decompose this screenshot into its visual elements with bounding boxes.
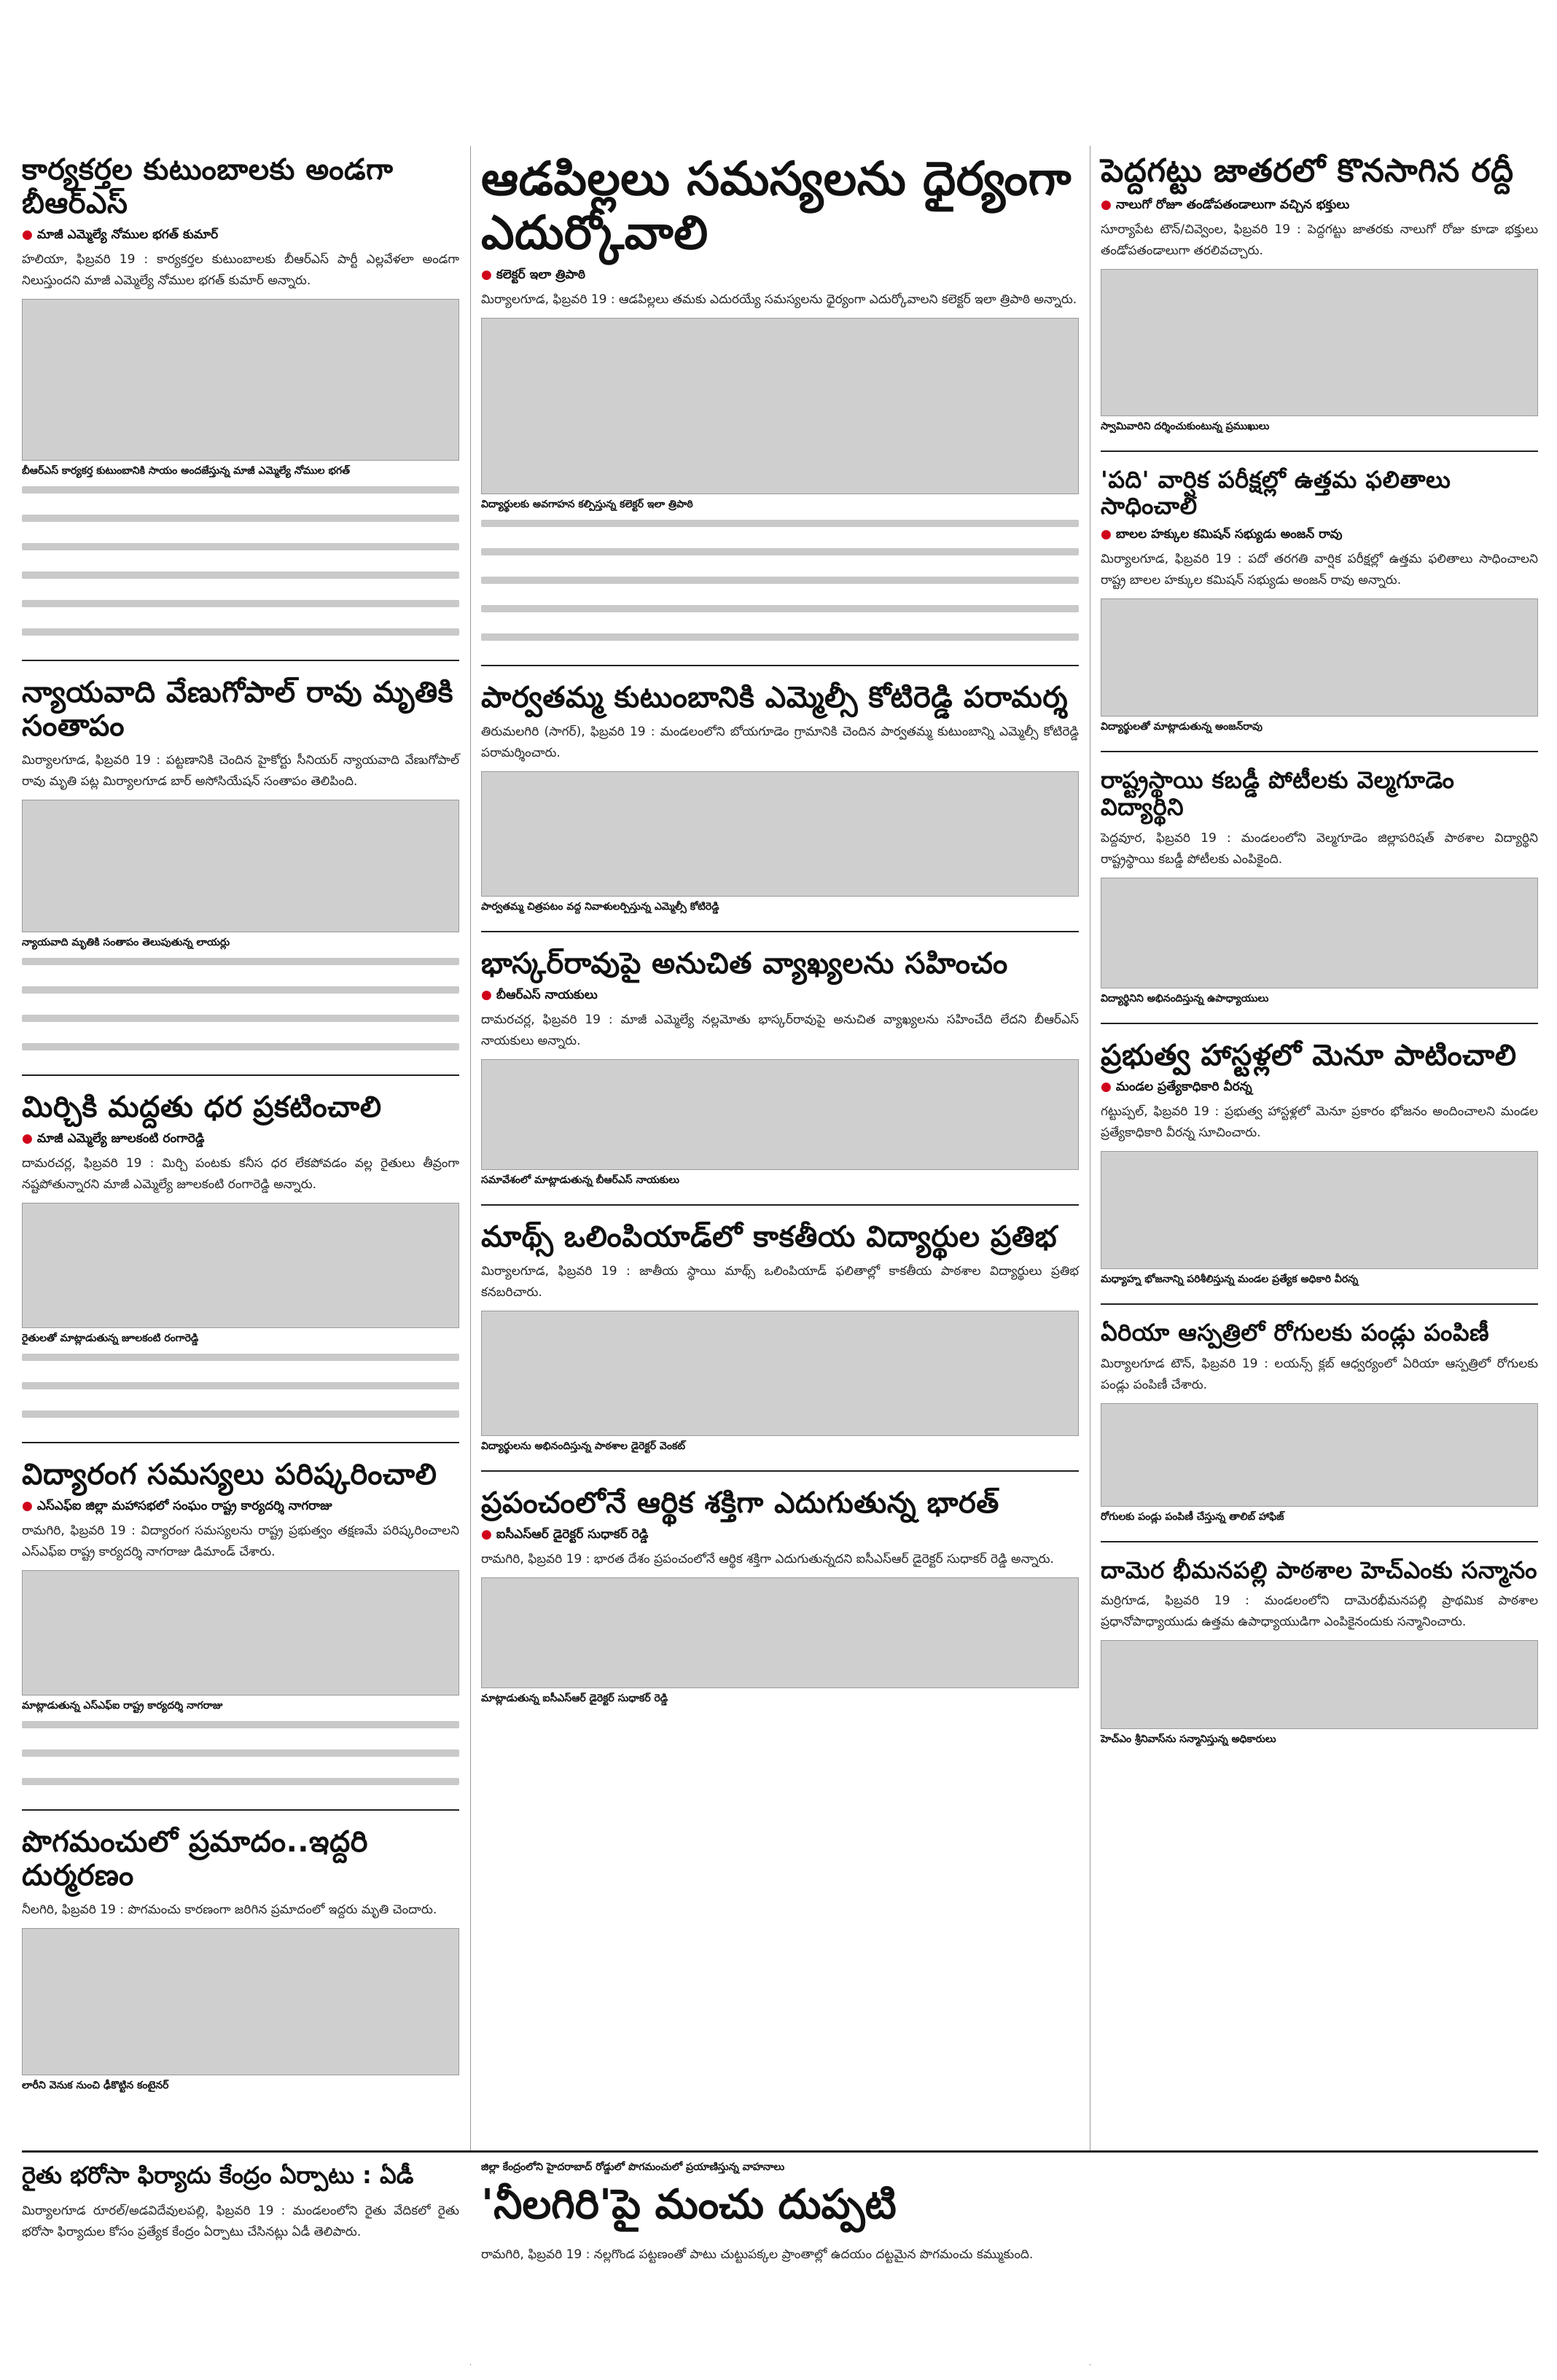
article-body: తిరుమలగిరి (సాగర్), ఫిబ్రవరి 19 : మండలంలోని బోయగూడెం గ్రామానికి చెందిన పార్వతమ్మ కుటుంబాన్ని ఎమ్మెల్సీ కోటిరెడ్డి పరామర్శించారు. [481, 725, 1079, 761]
column-middle [481, 146, 1079, 1730]
article-body: మిర్యాలగూడ, ఫిబ్రవరి 19 : పట్టణానికి చెందిన హైకోర్టు సీనియర్ న్యాయవాది వేణుగోపాల్ రావు మృతి పట్ల మిర్యాలగూడ బార్ అసోసియేషన్ సంతాపం తెలిపింది. [22, 753, 459, 789]
article-photo [1101, 878, 1538, 988]
article-headline: రైతు భరోసా ఫిర్యాదు కేంద్రం ఏర్పాటు : ఏడీ [22, 2161, 414, 2189]
article-photo [22, 299, 459, 461]
article-body: రామగిరి, ఫిబ్రవరి 19 : విద్యారంగ సమస్యలను రాష్ట్ర ప్రభుత్వం తక్షణమే పరిష్కరించాలని ఎస్ఎఫ్ఐ రాష్ట్ర కార్యదర్శి నాగరాజు డిమాండ్ చేశారు. [22, 1523, 459, 1559]
article [1101, 459, 1538, 753]
article-photo [1101, 1151, 1538, 1269]
article-photo [481, 771, 1079, 897]
article-body: మిర్యాలగూడ టౌన్, ఫిబ్రవరి 19 : లయన్స్ క్లబ్ ఆధ్వర్యంలో ఏరియా ఆస్పత్రిలో రోగులకు పండ్లు పంపిణీ చేశారు. [1101, 1356, 1538, 1392]
article-body: మిర్యాలగూడ, ఫిబ్రవరి 19 : జాతీయ స్థాయి మాథ్స్ ఒలింపియాడ్ ఫలితాల్లో కాకతీయ పాఠశాల విద్యార్థులు ప్రతిభ కనబరిచారు. [481, 1264, 1079, 1300]
photo-caption: పార్వతమ్మ చిత్రపటం వద్ద నివాళులర్పిస్తున్న ఎమ్మెల్సీ కోటిరెడ్డి [481, 901, 719, 913]
article [481, 2161, 1538, 2266]
text-filler [22, 1354, 459, 1432]
photo-caption: లారీని వెనుక నుంచి ఢీకొట్టిన కంటైనర్ [22, 2080, 169, 2091]
article-headline: రాష్ట్రస్థాయి కబడ్డీ పోటీలకు వెల్మగూడెం విద్యార్థిని [1101, 766, 1455, 821]
article-body: సూర్యాపేట టౌన్/చివ్వెంల, ఫిబ్రవరి 19 : పెద్దగట్టు జాతరకు నాలుగో రోజు కూడా భక్తులు తండోపతండాలుగా తరలివచ్చారు. [1101, 222, 1538, 258]
article-photo [22, 1928, 459, 2075]
article-byline: ● కలెక్టర్ ఇలా త్రిపాఠి [481, 268, 585, 283]
article-headline: పెద్దగట్టు జాతరలో కొనసాగిన రద్దీ [1101, 152, 1514, 190]
article-byline: ● మాజీ ఎమ్మెల్యే జూలకంటి రంగారెడ్డి [22, 1131, 205, 1146]
article [22, 146, 459, 661]
article-body: దామరచర్ల, ఫిబ్రవరి 19 : మాజీ ఎమ్మెల్యే నల్లమోతు భాస్కర్‌రావుపై అనుచిత వ్యాఖ్యలను సహించేది లేదని బీఆర్ఎస్ నాయకులు అన్నారు. [481, 1013, 1079, 1049]
article-headline: మిర్చికి మద్దతు ధర ప్రకటించాలి [22, 1090, 382, 1124]
article-photo [1101, 269, 1538, 416]
article-headline: ప్రభుత్వ హాస్టళ్లలో మెనూ పాటించాలి [1101, 1038, 1517, 1072]
article-byline: ● బాలల హక్కుల కమిషన్ సభ్యుడు అంజన్ రావు [1101, 527, 1343, 542]
article-photo [481, 1311, 1079, 1436]
article-photo [481, 318, 1079, 494]
article-photo [1101, 1640, 1538, 1729]
article-photo [1101, 1403, 1538, 1507]
article-photo [1101, 598, 1538, 717]
article-photo [22, 1203, 459, 1328]
text-filler [481, 520, 1079, 655]
article-body: మిర్యాలగూడ రూరల్/అడవిదేవులపల్లి, ఫిబ్రవరి 19 : మండలంలోని రైతు వేదికలో రైతు భరోసా ఫిర్యాదుల కోసం ప్రత్యేక కేంద్రం ఏర్పాటు చేసినట్లు ఏడీ తెలిపారు. [22, 2204, 459, 2239]
article-headline: ప్రపంచంలోనే ఆర్థిక శక్తిగా ఎదుగుతున్న భారత్ [481, 1486, 999, 1521]
article-body: నీలగిరి, ఫిబ్రవరి 19 : పొగమంచు కారణంగా జరిగిన ప్రమాదంలో ఇద్దరు మృతి చెందారు. [22, 1903, 437, 1917]
article-headline: ఏరియా ఆస్పత్రిలో రోగులకు పండ్లు పంపిణీ [1101, 1318, 1490, 1346]
article-byline: ● బీఆర్ఎస్ నాయకులు [481, 988, 598, 1003]
article [1101, 1312, 1538, 1542]
photo-caption: జిల్లా కేంద్రంలోని హైదరాబాద్ రోడ్డులో పొగమంచులో ప్రయాణిస్తున్న వాహనాలు [481, 2161, 785, 2173]
photo-caption: సమావేశంలో మాట్లాడుతున్న బీఆర్ఎస్ నాయకులు [481, 1174, 679, 1187]
article-body: మిర్యాలగూడ, ఫిబ్రవరి 19 : పదో తరగతి వార్షిక పరీక్షల్లో ఉత్తమ ఫలితాలు సాధించాలని రాష్ట్ర బాలల హక్కుల కమిషన్ సభ్యుడు అంజన్ రావు అన్నారు. [1101, 552, 1538, 588]
article [22, 1083, 459, 1443]
article-byline: ● మండల ప్రత్యేకాధికారి వీరన్న [1101, 1079, 1252, 1094]
photo-caption: రైతులతో మాట్లాడుతున్న జూలకంటి రంగారెడ్డి [22, 1333, 199, 1344]
photo-caption: బీఆర్ఎస్ కార్యకర్త కుటుంబానికి సాయం అందజేస్తున్న మాజీ ఎమ్మెల్యే నోముల భగత్ [22, 465, 351, 477]
article [22, 1451, 459, 1811]
bottom-strip [22, 2150, 1538, 2364]
photo-caption: మాట్లాడుతున్న ఎస్ఎఫ్ఐ రాష్ట్ర కార్యదర్శి నాగరాజు [22, 1700, 223, 1712]
article-body: హలియా, ఫిబ్రవరి 19 : కార్యకర్తల కుటుంబాలకు బీఆర్ఎస్ పార్టీ ఎల్లవేళలా అండగా నిలుస్తుందని మాజీ ఎమ్మెల్యే నోముల భగత్ కుమార్ అన్నారు. [22, 252, 459, 288]
photo-caption: మాట్లాడుతున్న ఐసీఎస్ఆర్ డైరెక్టర్ సుధాకర్ రెడ్డి [481, 1693, 668, 1705]
article-headline: పొగమంచులో ప్రమాదం..ఇద్దరి దుర్మరణం [22, 1825, 368, 1892]
article [22, 1818, 459, 2110]
article-body: పెద్దవూర, ఫిబ్రవరి 19 : మండలంలోని వెల్మగూడెం జిల్లాపరిషత్ పాఠశాల విద్యార్థిని రాష్ట్రస్థాయి కబడ్డీ పోటీలకు ఎంపికైంది. [1101, 830, 1538, 867]
article [22, 2161, 459, 2243]
article-headline: భాస్కర్‌రావుపై అనుచిత వ్యాఖ్యలను సహించం [481, 947, 1008, 981]
column-divider [470, 146, 471, 2365]
article [22, 668, 459, 1076]
article-body: దామరచర్ల, ఫిబ్రవరి 19 : మిర్చి పంటకు కనీస ధర లేకపోవడం వల్ల రైతులు తీవ్రంగా నష్టపోతున్నారని మాజీ ఎమ్మెల్యే జూలకంటి రంగారెడ్డి అన్నారు. [22, 1156, 459, 1192]
article-photo [481, 1059, 1079, 1170]
article-photo [22, 800, 459, 932]
photo-caption: రోగులకు పండ్లు పంపిణీ చేస్తున్న తాలిబ్‌ హాఫిజ్ [1101, 1510, 1284, 1523]
article-byline: ● ఐసీఎస్ఆర్ డైరెక్టర్ సుధాకర్ రెడ్డి [481, 1527, 649, 1542]
article-body: రామగిరి, ఫిబ్రవరి 19 : భారత దేశం ప్రపంచంలోనే ఆర్థిక శక్తిగా ఎదుగుతున్నదని ఐసీఎస్ఆర్ డైరెక్టర్ సుధాకర్ రెడ్డి అన్నారు. [481, 1552, 1054, 1567]
article-body: మిర్యాలగూడ, ఫిబ్రవరి 19 : ఆడపిల్లలు తమకు ఎదురయ్యే సమస్యలను ధైర్యంగా ఎదుర్కోవాలని కలెక్టర్ ఇలా త్రిపాఠి అన్నారు. [481, 292, 1077, 308]
article [481, 940, 1079, 1206]
article [481, 1479, 1079, 1722]
article [1101, 1550, 1538, 1764]
article-headline: మాథ్స్ ఒలింపియాడ్‌లో కాకతీయ విద్యార్థుల ప్రతిభ [481, 1220, 1058, 1255]
text-filler [22, 1721, 459, 1799]
text-filler [22, 958, 459, 1064]
article [1101, 760, 1538, 1024]
photo-caption: స్వామివారిని దర్శించుకుంటున్న ప్రముఖులు [1101, 420, 1270, 432]
article [481, 674, 1079, 932]
article [481, 1213, 1079, 1472]
article-body: గట్టుప్పల్, ఫిబ్రవరి 19 : ప్రభుత్వ హాస్టళ్లలో మెనూ ప్రకారం భోజనం అందించాలని మండల ప్రత్యేకాధికారి వీరన్న సూచించారు. [1101, 1104, 1538, 1140]
article-photo [481, 1577, 1079, 1688]
article-headline: ఆడపిల్లలు సమస్యలను ధైర్యంగా ఎదుర్కోవాలి [481, 152, 1072, 260]
article [1101, 1031, 1538, 1305]
text-filler [22, 486, 459, 649]
article-headline: 'పది' వార్షిక పరీక్షల్లో ఉత్తమ ఫలితాలు సాధించాలి [1101, 465, 1451, 520]
column-left [22, 146, 459, 2117]
photo-caption: విద్యార్థులను అభినందిస్తున్న పాఠశాల డైరెక్టర్ వెంకట్ [481, 1440, 686, 1453]
photo-caption: విద్యార్థులకు అవగాహన కల్పిస్తున్న కలెక్టర్ ఇలా త్రిపాఠి [481, 499, 693, 511]
article-byline: ● ఎస్ఎఫ్ఐ జిల్లా మహాసభలో సంఘం రాష్ట్ర కార్యదర్శి నాగరాజు [22, 1499, 332, 1513]
article-headline: 'నీలగిరి'పై మంచు దుప్పటి [481, 2181, 897, 2228]
photo-caption: న్యాయవాది మృతికి సంతాపం తెలుపుతున్న లాయర్లు [22, 937, 230, 948]
article-photo [22, 1570, 459, 1696]
article-byline: ● నాలుగో రోజూ తండోపతండాలుగా వచ్చిన భక్తులు [1101, 197, 1350, 212]
article-byline: ● మాజీ ఎమ్మెల్యే నోముల భగత్ కుమార్ [22, 227, 219, 242]
article-headline: కార్యకర్తల కుటుంబాలకు అండగా బీఆర్ఎస్ [22, 153, 394, 220]
article-body: మర్రిగూడ, ఫిబ్రవరి 19 : మండలంలోని దామెరభీమనపల్లి ప్రాథమిక పాఠశాల ప్రధానోపాధ్యాయుడు ఉత్తమ ఉపాధ్యాయుడిగా ఎంపికైనందుకు సన్మానించారు. [1101, 1593, 1538, 1630]
photo-caption: మధ్యాహ్న భోజనాన్ని పరిశీలిస్తున్న మండల ప్రత్యేక అధికారి వీరన్న [1101, 1273, 1359, 1285]
article-headline: న్యాయవాది వేణుగోపాల్ రావు మృతికి సంతాపం [22, 676, 454, 743]
column-right [1101, 146, 1538, 1771]
article [1101, 146, 1538, 452]
article-body: రామగిరి, ఫిబ్రవరి 19 : నల్లగొండ పట్టణంతో పాటు చుట్టుపక్కల ప్రాంతాల్లో ఉదయం దట్టమైన పొగమంచు కమ్ముకుంది. [481, 2247, 1034, 2262]
article-headline: పార్వతమ్మ కుటుంబానికి ఎమ్మెల్సీ కోటిరెడ్డి పరామర్శ [481, 681, 1069, 715]
article-headline: విద్యారంగ సమస్యలు పరిష్కరించాలి [22, 1458, 437, 1491]
article-headline: దామెర భీమనపల్లి పాఠశాల హెచ్‌ఎంకు సన్మానం [1101, 1556, 1537, 1584]
photo-caption: విద్యార్థులతో మాట్లాడుతున్న అంజన్‌రావు [1101, 721, 1263, 733]
photo-caption: హెచ్‌ఎం శ్రీనివాస్‌ను సన్మానిస్తున్న అధికారులు [1101, 1733, 1276, 1746]
photo-caption: విద్యార్థినిని అభినందిస్తున్న ఉపాధ్యాయులు [1101, 992, 1269, 1004]
article [481, 146, 1079, 666]
